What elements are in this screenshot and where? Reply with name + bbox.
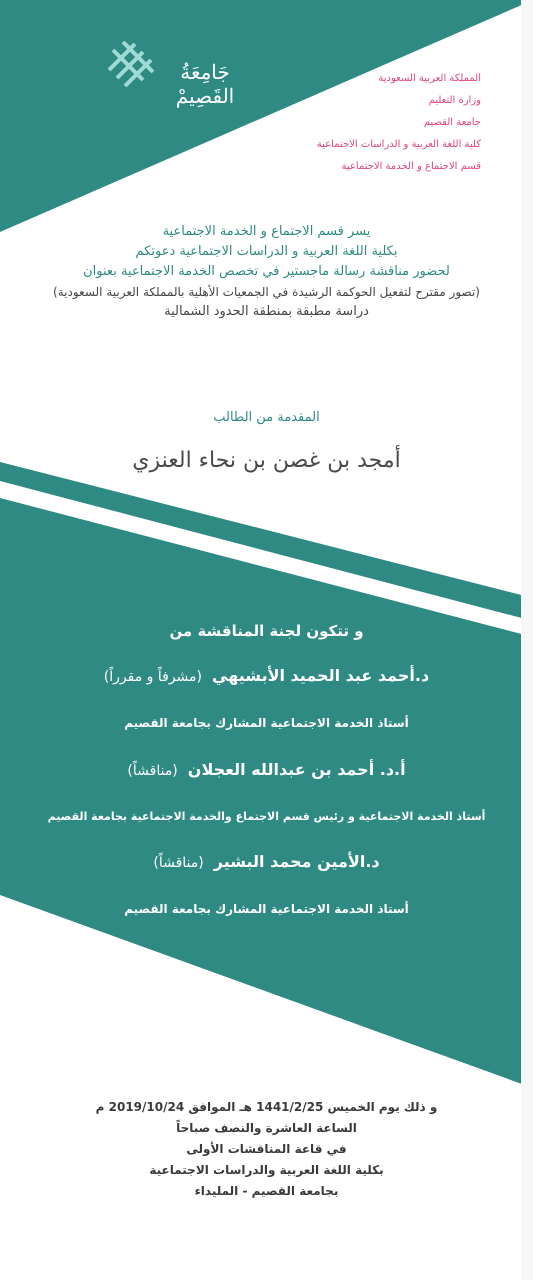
student-name: أمجد بن غصن بن نحاء العنزي: [132, 448, 401, 473]
intro-line: لحضور مناقشة رسالة ماجستير في تخصص الخدمة الاجتماعية بعنوان: [83, 264, 450, 279]
time-line: الساعة العاشرة والنصف صباحاً: [176, 1121, 357, 1135]
university-logo-arabic: جَامِعَةُ القَصِيمْ: [175, 60, 235, 108]
member-position: أستاذ الخدمة الاجتماعية المشارك بجامعة القصيم: [124, 902, 409, 916]
ministry-header: [281, 68, 481, 178]
logo-text-line1: Qassim: [38, 51, 116, 75]
member-role: (مشرفاً و مقرراً): [103, 669, 203, 685]
intro-line: بكلية اللغة العربية و الدراسات الاجتماعية دعوتكم: [135, 244, 398, 259]
date-line: و ذلك يوم الخميس 1441/2/25 هـ الموافق 2019/10/24 م: [95, 1100, 438, 1114]
member-role: (مناقشاً): [153, 855, 204, 871]
member-name: د.أحمد عبد الحميد الأبشيهي: [212, 666, 430, 685]
ministry-line: كلية اللغة العربية و الدراسات الاجتماعية: [316, 139, 481, 150]
hall-line: في قاعة المناقشات الأولى: [186, 1142, 347, 1156]
thesis-title: (تصور مقترح لتفعيل الحوكمة الرشيدة في الجمعيات الأهلية بالمملكة العربية السعودية): [53, 285, 480, 299]
event-details: [0, 1097, 533, 1202]
student-label: المقدمة من الطالب: [213, 410, 320, 425]
ministry-line: وزارة التعليم: [428, 95, 481, 106]
ministry-line: جامعة القصيم: [423, 117, 481, 128]
member-position: أستاذ الخدمة الاجتماعية و رئيس قسم الاجتماع والخدمة الاجتماعية بجامعة القصيم: [47, 810, 486, 823]
ministry-line: قسم الاجتماع و الخدمة الاجتماعية: [341, 161, 481, 172]
member-name: د.الأمين محمد البشير: [213, 852, 380, 871]
member-position: أستاذ الخدمة الاجتماعية المشارك بجامعة القصيم: [124, 716, 409, 730]
invitation-intro: [0, 222, 533, 322]
committee-title: و تتكون لجنة المناقشة من: [169, 622, 364, 640]
college-line: بكلية اللغة العربية والدراسات الاجتماعية: [149, 1163, 384, 1177]
committee-member: [0, 852, 533, 871]
intro-line: يسر قسم الاجتماع و الخدمة الاجتماعية: [162, 224, 371, 239]
member-name: أ.د. أحمد بن عبدالله العجلان: [187, 760, 406, 779]
member-role: (مناقشاً): [127, 763, 178, 779]
logo-text-line2: University: [38, 70, 149, 94]
university-line: بجامعة القصيم - المليداء: [194, 1184, 339, 1198]
thesis-subtitle: دراسة مطبقة بمنطقة الحدود الشمالية: [164, 304, 369, 319]
committee-member: [0, 666, 533, 685]
committee-member: [0, 760, 533, 779]
ministry-line: المملكة العربية السعودية: [378, 73, 481, 84]
